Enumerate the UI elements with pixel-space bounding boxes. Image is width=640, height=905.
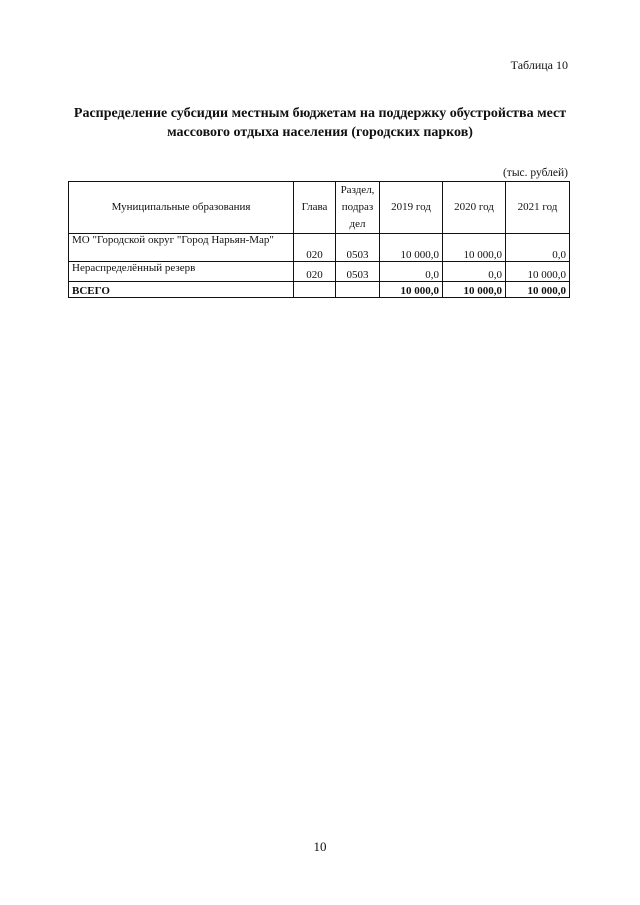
- header-chapter: Глава: [294, 182, 336, 234]
- table-label: Таблица 10: [510, 58, 568, 72]
- table-row: [69, 262, 570, 282]
- total-chapter: [294, 282, 336, 298]
- units-note: (тыс. рублей): [502, 167, 568, 179]
- row-section: 0503: [336, 262, 380, 282]
- header-name: Муниципальные образования: [69, 182, 294, 234]
- row-2020: 0,0: [443, 262, 506, 282]
- table-header-row: [69, 182, 570, 234]
- row-2021: 10 000,0: [506, 262, 570, 282]
- header-2019: 2019 год: [380, 182, 443, 234]
- total-label: ВСЕГО: [69, 282, 294, 298]
- row-2020: 10 000,0: [443, 234, 506, 262]
- row-section: 0503: [336, 234, 380, 262]
- page-title: Распределение субсидии местным бюджетам на поддержку обустройства мест массового отдыха населения (городских парков): [73, 106, 567, 140]
- total-2019: 10 000,0: [380, 282, 443, 298]
- page-number: 10: [313, 839, 327, 854]
- total-2021: 10 000,0: [506, 282, 570, 298]
- header-section: Раздел, подраз дел: [336, 182, 380, 234]
- row-2019: 0,0: [380, 262, 443, 282]
- row-chapter: 020: [294, 234, 336, 262]
- total-section: [336, 282, 380, 298]
- row-2019: 10 000,0: [380, 234, 443, 262]
- table-row: [69, 234, 570, 262]
- header-2020: 2020 год: [443, 182, 506, 234]
- row-2021: 0,0: [506, 234, 570, 262]
- header-2021: 2021 год: [506, 182, 570, 234]
- row-chapter: 020: [294, 262, 336, 282]
- row-name: МО "Городской округ "Город Нарьян-Мар": [69, 234, 294, 262]
- subsidy-table: [68, 181, 570, 298]
- table-total-row: [69, 282, 570, 298]
- total-2020: 10 000,0: [443, 282, 506, 298]
- row-name: Нераспределённый резерв: [69, 262, 294, 282]
